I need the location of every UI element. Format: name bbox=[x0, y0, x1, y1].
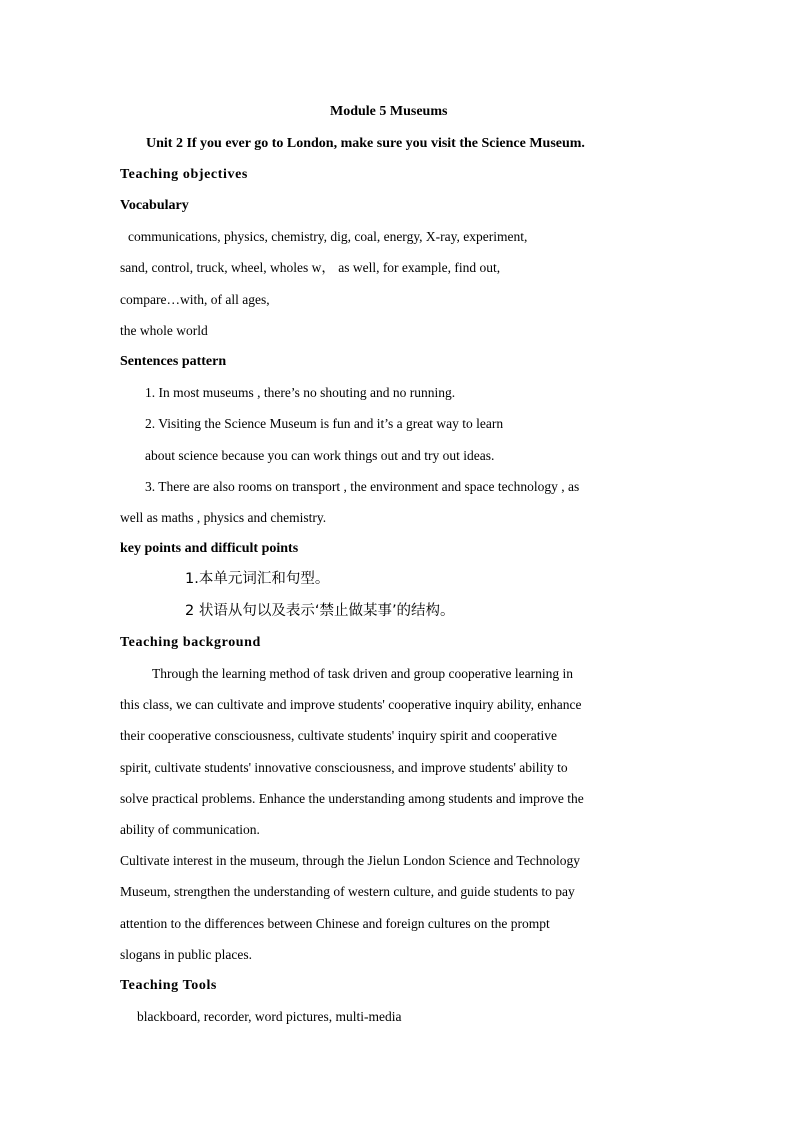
key-point-line: 1.本单元词汇和句型。 bbox=[185, 571, 330, 587]
page-title: Module 5 Museums bbox=[330, 104, 448, 119]
background-line: spirit, cultivate students' innovative consciousness, and improve students' ability to bbox=[120, 760, 568, 775]
background-line: Cultivate interest in the museum, through the Jielun London Science and Technology bbox=[120, 853, 580, 868]
background-heading: Teaching background bbox=[120, 635, 261, 650]
sentence-line: about science because you can work things out and try out ideas. bbox=[145, 448, 495, 463]
background-line: slogans in public places. bbox=[120, 947, 252, 962]
vocabulary-line: the whole world bbox=[120, 323, 208, 338]
background-line: their cooperative consciousness, cultivate students' inquiry spirit and cooperative bbox=[120, 728, 557, 743]
sentence-line: 3. There are also rooms on transport , the environment and space technology , as bbox=[145, 479, 580, 494]
sentence-line: 1. In most museums , there’s no shouting and no running. bbox=[145, 385, 456, 400]
vocabulary-line: communications, physics, chemistry, dig, coal, energy, X-ray, experiment, bbox=[128, 229, 528, 244]
unit-subtitle: Unit 2 If you ever go to London, make sure you visit the Science Museum. bbox=[146, 136, 585, 151]
tools-heading: Teaching Tools bbox=[120, 978, 217, 993]
vocabulary-line: sand, control, truck, wheel, wholes w， as well, for example, find out, bbox=[120, 260, 501, 275]
background-line: this class, we can cultivate and improve students' cooperative inquiry ability, enhance bbox=[120, 697, 582, 712]
vocabulary-heading: Vocabulary bbox=[120, 198, 189, 213]
background-line: Through the learning method of task driven and group cooperative learning in bbox=[152, 666, 573, 681]
background-line: solve practical problems. Enhance the understanding among students and improve the bbox=[120, 791, 584, 806]
objectives-heading: Teaching objectives bbox=[120, 167, 248, 182]
sentence-line: 2. Visiting the Science Museum is fun and it’s a great way to learn bbox=[145, 416, 504, 431]
tools-line: blackboard, recorder, word pictures, multi-media bbox=[137, 1009, 402, 1024]
background-line: attention to the differences between Chinese and foreign cultures on the prompt bbox=[120, 916, 550, 931]
key-point-line: 2 状语从句以及表示‘禁止做某事’的结构。 bbox=[185, 603, 455, 619]
sentence-line: well as maths , physics and chemistry. bbox=[120, 510, 327, 525]
sentences-heading: Sentences pattern bbox=[120, 354, 227, 369]
vocabulary-line: compare…with, of all ages, bbox=[120, 292, 270, 307]
background-line: ability of communication. bbox=[120, 822, 260, 837]
key-points-heading: key points and difficult points bbox=[120, 541, 299, 556]
background-line: Museum, strengthen the understanding of western culture, and guide students to pay bbox=[120, 884, 575, 899]
